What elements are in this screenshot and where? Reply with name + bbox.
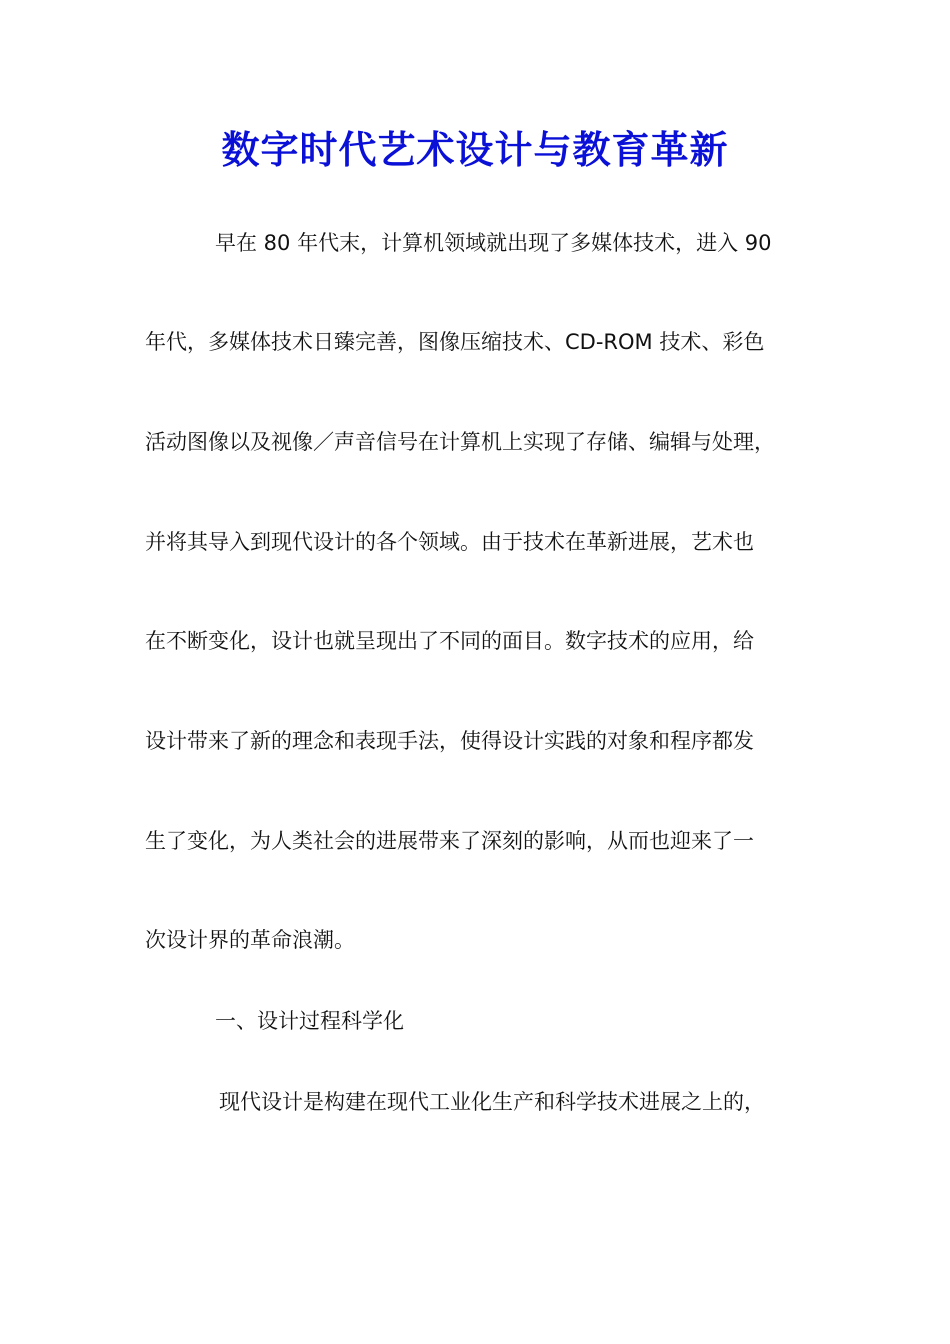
document-title: 数字时代艺术设计与教育革新 [221, 127, 729, 172]
paragraph-1-line-5: 在不断变化，设计也就呈现出了不同的面目。数字技术的应用，给 [145, 629, 754, 653]
paragraph-1-line-2: 年代，多媒体技术日臻完善，图像压缩技术、CD-ROM 技术、彩色 [145, 330, 765, 354]
paragraph-1-line-6: 设计带来了新的理念和表现手法，使得设计实践的对象和程序都发 [145, 729, 754, 753]
paragraph-1-line-7: 生了变化，为人类社会的进展带来了深刻的影响，从而也迎来了一 [145, 829, 754, 853]
paragraph-2-line-1: 现代设计是构建在现代工业化生产和科学技术进展之上的， [219, 1090, 765, 1114]
section-1-heading: 一、设计过程科学化 [215, 1009, 404, 1033]
paragraph-1-line-8: 次设计界的革命浪潮。 [145, 928, 355, 952]
paragraph-1-line-3: 活动图像以及视像／声音信号在计算机上实现了存储、编辑与处理， [145, 430, 775, 454]
paragraph-1-line-1: 早在 80 年代末，计算机领域就出现了多媒体技术，进入 90 [215, 231, 772, 255]
paragraph-1-line-4: 并将其导入到现代设计的各个领域。由于技术在革新进展，艺术也 [145, 530, 754, 554]
